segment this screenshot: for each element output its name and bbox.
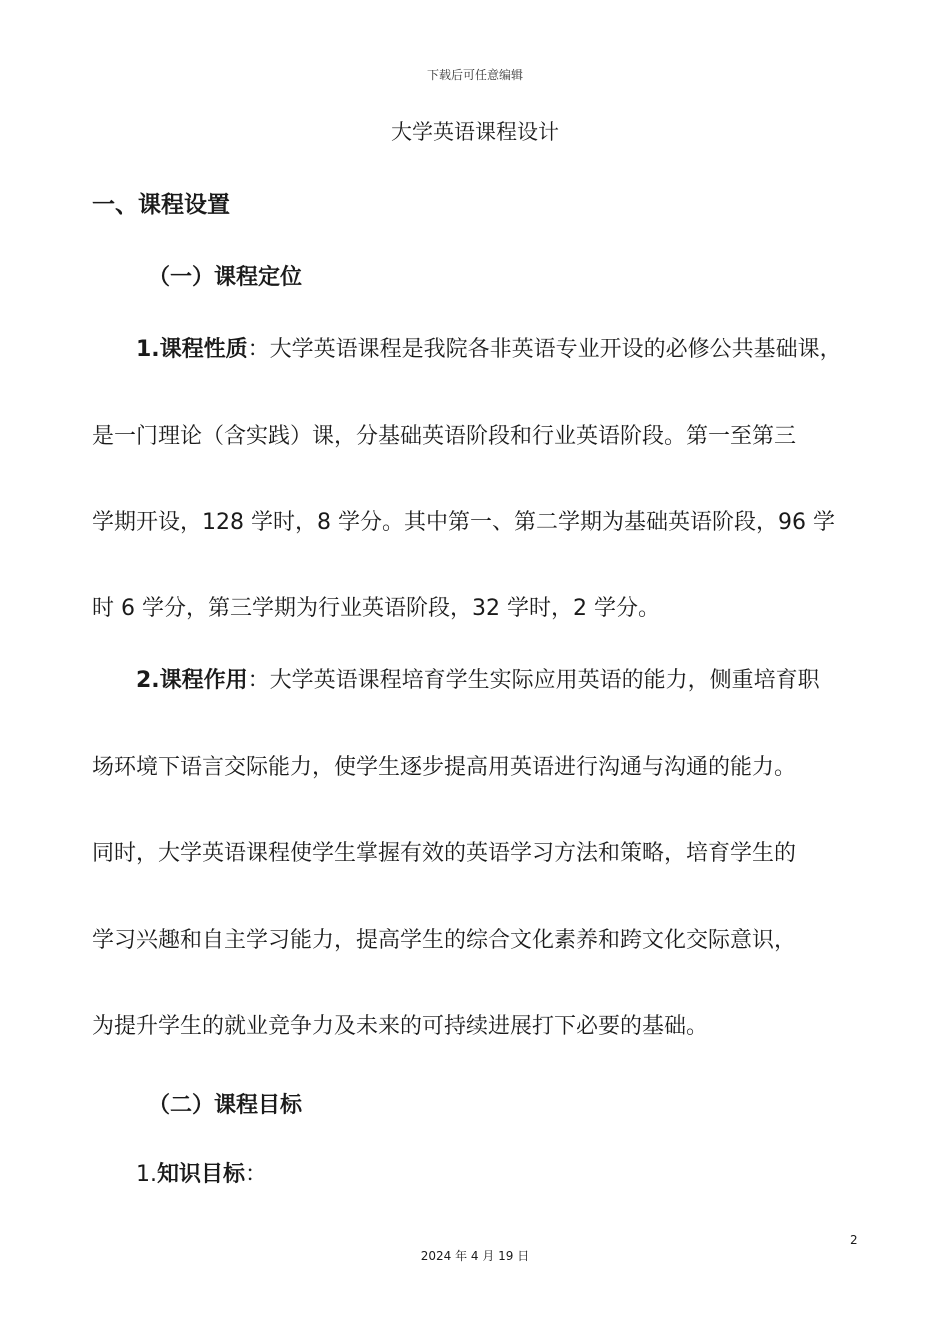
paragraph-lead-nature: 1.课程性质 <box>136 337 248 362</box>
item-number: 1. <box>136 1162 157 1187</box>
page-number: 2 <box>850 1233 858 1247</box>
footer-date: 2024 年 4 月 19 日 <box>420 1249 530 1263</box>
paragraph-text: ：大学英语课程培育学生实际应用英语的能力，侧重培育职 <box>247 668 820 693</box>
paragraph-text: ： <box>245 1162 268 1187</box>
paragraph-line <box>136 666 906 696</box>
header-note: 下载后可任意编辑 <box>426 68 523 82</box>
paragraph-line: 学期开设，128 学时，8 学分。其中第一、第二学期为基础英语阶段，96 学 <box>92 510 835 535</box>
paragraph-lead-role: 2.课程作用 <box>136 668 248 693</box>
section-heading-course-setup: 一、课程设置 <box>92 192 230 218</box>
paragraph-text: ：大学英语课程是我院各非英语专业开设的必修公共基础课， <box>247 337 842 362</box>
paragraph-line: 同时，大学英语课程使学生掌握有效的英语学习方法和策略，培育学生的 <box>92 841 797 866</box>
paragraph-line: 场环境下语言交际能力，使学生逐步提高用英语进行沟通与沟通的能力。 <box>92 755 797 780</box>
paragraph-line: 时 6 学分，第三学期为行业英语阶段，32 学时，2 学分。 <box>92 596 660 621</box>
subsection-heading-positioning: （一）课程定位 <box>148 265 303 290</box>
subsection-heading-objectives: （二）课程目标 <box>148 1093 303 1118</box>
paragraph-lead-knowledge: 知识目标 <box>157 1162 246 1187</box>
paragraph-line: 是一门理论（含实践）课，分基础英语阶段和行业英语阶段。第一至第三 <box>92 424 797 449</box>
paragraph-line <box>136 1160 906 1190</box>
paragraph-line <box>136 335 906 365</box>
paragraph-line: 学习兴趣和自主学习能力，提高学生的综合文化素养和跨文化交际意识， <box>92 928 797 953</box>
document-title: 大学英语课程设计 <box>391 120 559 144</box>
paragraph-line: 为提升学生的就业竞争力及未来的可持续进展打下必要的基础。 <box>92 1014 709 1039</box>
